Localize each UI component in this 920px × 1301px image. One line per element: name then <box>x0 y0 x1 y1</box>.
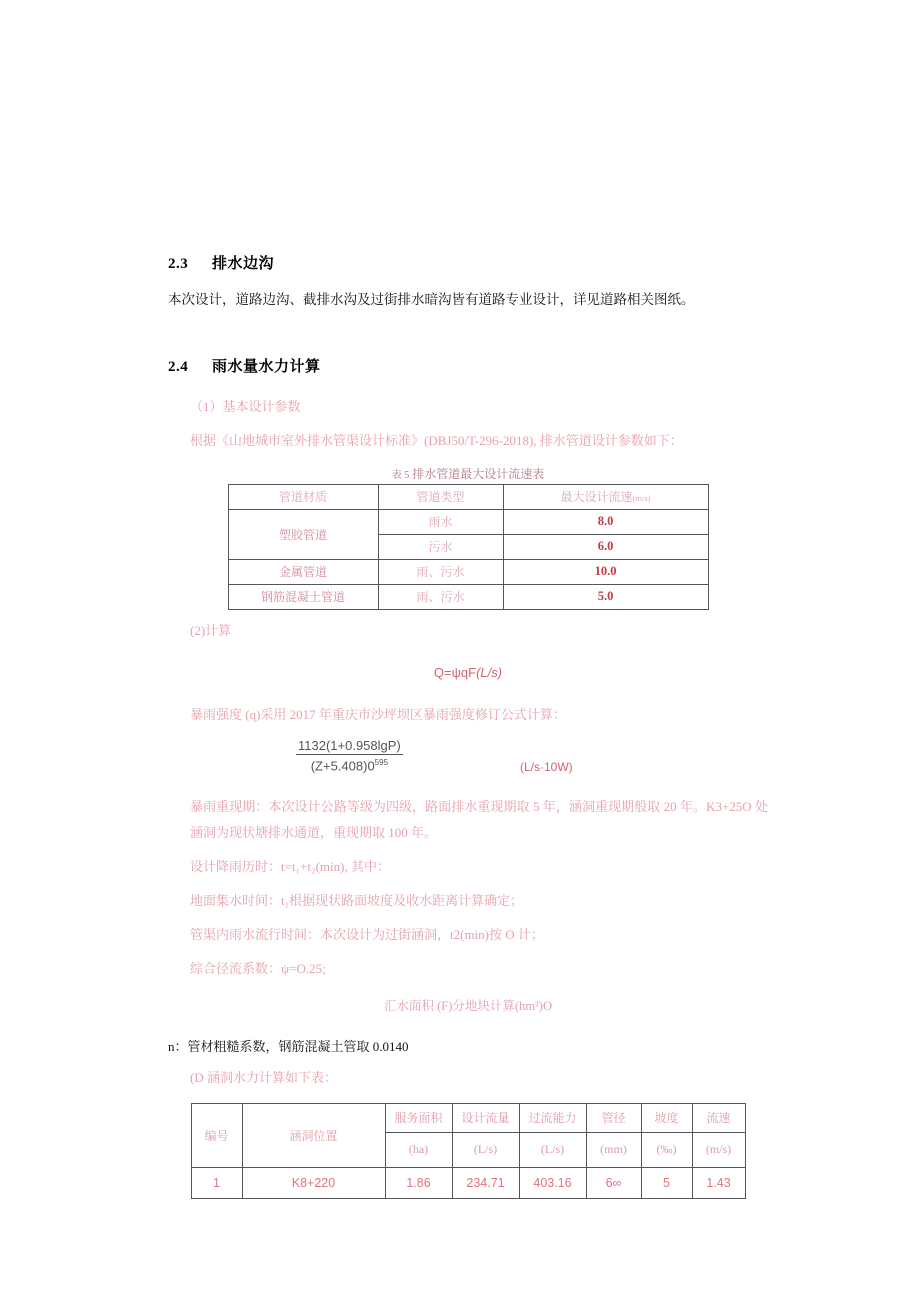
table5-cell-material-concrete: 钢筋混凝土管道 <box>228 584 378 609</box>
culvert-cell-capacity: 403.16 <box>519 1167 586 1198</box>
culvert-cell-design-flow: 234.71 <box>452 1167 519 1198</box>
table5-caption-text: 排水管道最大设计流速表 <box>412 466 545 481</box>
culvert-cell-diameter: 6∞ <box>586 1167 641 1198</box>
fraction-denominator-base: (Z+5.408)0 <box>310 757 375 773</box>
culvert-header-diameter: 管径 <box>586 1103 641 1132</box>
formula-runoff-expression: Q=ψqF <box>433 664 477 680</box>
item-2-label: (2)计算 <box>190 622 232 638</box>
culvert-header-velocity: 流速 <box>692 1103 745 1132</box>
table5-header-material: 管道材质 <box>228 484 378 509</box>
roughness-coefficient-line: n：管材粗糙系数，钢筋混凝土管取 0.0140 <box>168 1038 409 1054</box>
culvert-unit-velocity: (m/s) <box>692 1132 745 1167</box>
table5-header-row <box>228 484 708 509</box>
param-line-pipe-flow-time: 管渠内雨水流行时间：本次设计为过街涵洞，t2(min)按 O 计； <box>190 926 544 942</box>
culvert-header-location: 涵洞位置 <box>242 1103 385 1167</box>
table5-header-type: 管道类型 <box>378 484 503 509</box>
fraction-numerator: 1132(1+0.958lgP) <box>298 737 401 753</box>
table5-cell-value-rain: 8.0 <box>503 509 708 534</box>
heading-2-4 <box>168 355 768 376</box>
heading-2-3 <box>168 252 768 273</box>
table-max-design-velocity <box>228 484 709 610</box>
culvert-unit-diameter: (mm) <box>586 1132 641 1167</box>
page-content <box>168 252 768 1199</box>
table5-caption <box>168 465 768 482</box>
table5-header-velocity-text: 最大设计流速 <box>560 490 633 505</box>
heading-2-3-number: 2.3 <box>168 256 189 272</box>
item-1-label: （1）基本设计参数 <box>190 398 301 414</box>
heading-2-4-title: 雨水量水力计算 <box>212 358 321 375</box>
formula-runoff <box>168 665 768 680</box>
table5-cell-type-rain: 雨水 <box>378 509 503 534</box>
rainfall-intensity-intro: 暴雨强度 (q)采用 2017 年重庆市沙坪坝区暴雨强度修订公式计算： <box>190 706 566 722</box>
catchment-area-line: 汇水面积 (F)分地块计算(hm²)O <box>384 998 552 1013</box>
table5-cell-value-sewage: 6.0 <box>503 534 708 559</box>
return-period-paragraph: 暴雨重现期：本次设计公路等级为四级，路面排水重现期取 5 年，涵洞重现期般取 20 年。K3+25O 处涵洞为现状塘排水通道，重现期取 100 年。 <box>190 798 768 840</box>
formula-runoff-unit: (L/s) <box>476 664 503 680</box>
culvert-table-intro: (D 涵洞水力计算如下表： <box>190 1069 337 1085</box>
heading-2-3-title: 排水边沟 <box>212 256 275 272</box>
culvert-header-slope: 坡度 <box>641 1103 692 1132</box>
culvert-unit-capacity: (L/s) <box>519 1132 586 1167</box>
table-row <box>191 1167 745 1198</box>
table-culvert-hydraulics <box>191 1103 746 1199</box>
param-line-duration: 设计降雨历时：t=t₁+t₂(min), 其中： <box>190 858 390 874</box>
culvert-cell-service-area: 1.86 <box>385 1167 452 1198</box>
table5-cell-type-sewage: 污水 <box>378 534 503 559</box>
culvert-cell-velocity: 1.43 <box>692 1167 745 1198</box>
fraction <box>296 738 403 773</box>
culvert-unit-design-flow: (L/s) <box>452 1132 519 1167</box>
formula-rainfall-intensity <box>168 738 768 790</box>
table5-caption-number: 表 5 <box>391 469 410 481</box>
culvert-header-row-names <box>191 1103 745 1132</box>
section-2-3-body: 本次设计，道路边沟、截排水沟及过街排水暗沟皆有道路专业设计，详见道路相关图纸。 <box>168 292 695 307</box>
culvert-header-design-flow: 设计流量 <box>452 1103 519 1132</box>
fraction-denominator <box>296 755 403 773</box>
heading-2-4-number: 2.4 <box>168 358 189 375</box>
table5-cell-type-concrete: 雨、污水 <box>378 584 503 609</box>
fraction-unit: (L/s·10W) <box>520 759 573 774</box>
culvert-unit-service-area: (ha) <box>385 1132 452 1167</box>
table5-cell-material-metal: 金属管道 <box>228 559 378 584</box>
culvert-header-service-area: 服务面积 <box>385 1103 452 1132</box>
culvert-table-wrapper <box>168 1103 768 1199</box>
culvert-header-capacity: 过流能力 <box>519 1103 586 1132</box>
culvert-cell-id: 1 <box>191 1167 242 1198</box>
culvert-cell-location: K8+220 <box>242 1167 385 1198</box>
param-line-runoff-coefficient: 综合径流系数：ψ=O.25; <box>190 960 326 976</box>
table-row <box>228 509 708 534</box>
culvert-cell-slope: 5 <box>641 1167 692 1198</box>
table5-cell-value-metal: 10.0 <box>503 559 708 584</box>
table5-cell-type-metal: 雨、污水 <box>378 559 503 584</box>
param-line-surface-time: 地面集水时间：t₁根据现状路面坡度及收水距离计算确定； <box>190 892 524 908</box>
item-1-body: 根据《山地城市室外排水管渠设计标准》(DBJ50/T-296-2018), 排水管道设计参数如下： <box>190 433 683 449</box>
fraction-denominator-exponent: 595 <box>374 757 389 767</box>
culvert-unit-slope: (‰) <box>641 1132 692 1167</box>
table-row <box>228 584 708 609</box>
table5-cell-value-concrete: 5.0 <box>503 584 708 609</box>
culvert-header-id: 编号 <box>191 1103 242 1167</box>
table5-header-velocity <box>503 484 708 509</box>
table5-cell-material-plastic: 塑胶管道 <box>228 509 378 559</box>
table-row <box>228 559 708 584</box>
table5-header-velocity-unit: (m/s) <box>632 493 651 504</box>
